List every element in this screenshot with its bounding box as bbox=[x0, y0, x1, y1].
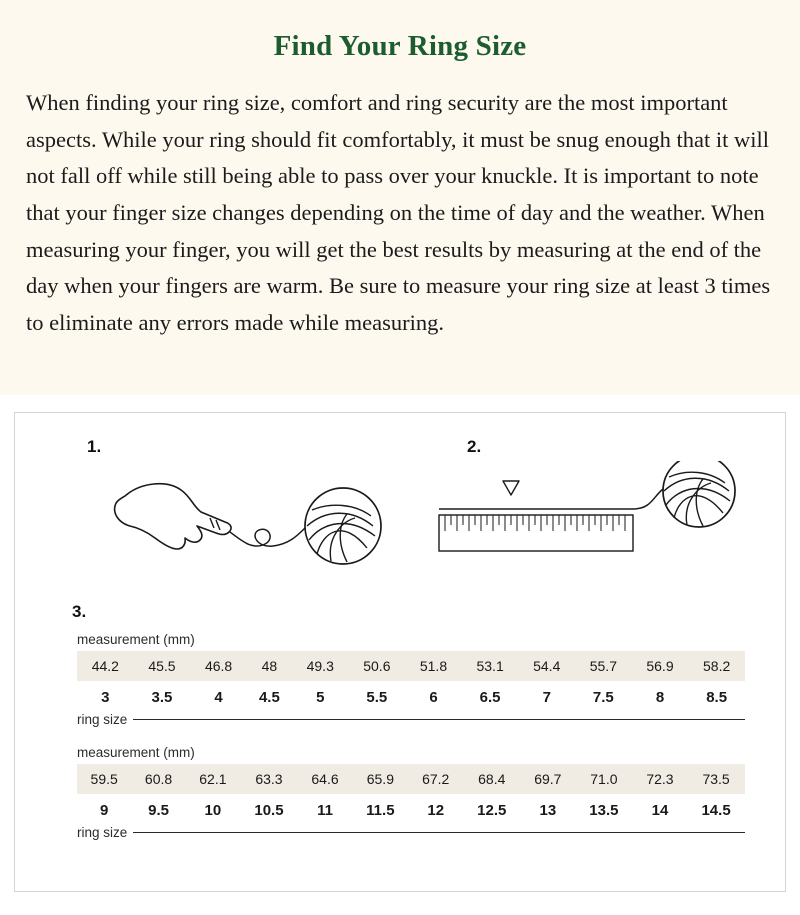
step-2-number: 2. bbox=[467, 437, 482, 456]
table-cell: 6 bbox=[429, 689, 438, 706]
page-title: Find Your Ring Size bbox=[273, 30, 527, 62]
ruler-and-string-illustration bbox=[437, 461, 757, 596]
table-2-row-label-wrap bbox=[77, 823, 745, 840]
size-table-1 bbox=[77, 651, 745, 710]
step-1-block bbox=[37, 431, 427, 596]
table-cell: 68.4 bbox=[463, 764, 521, 794]
table-cell: 8 bbox=[655, 689, 665, 706]
table-cell: 64.6 bbox=[298, 764, 352, 794]
size-table-2-block bbox=[37, 745, 763, 840]
table-cell: 4.5 bbox=[258, 689, 280, 706]
table-cell: 11.5 bbox=[366, 802, 395, 819]
table-row bbox=[77, 651, 745, 681]
table-cell: 50.6 bbox=[349, 651, 406, 681]
table-cell: 72.3 bbox=[633, 764, 687, 794]
table-cell: 14.5 bbox=[701, 802, 731, 819]
step-2-block bbox=[427, 431, 763, 596]
intro-panel bbox=[0, 0, 800, 395]
table-cell: 71.0 bbox=[575, 764, 633, 794]
table-cell: 7 bbox=[542, 689, 551, 706]
table-2-caption: measurement (mm) bbox=[77, 745, 195, 760]
table-cell: 3.5 bbox=[151, 689, 173, 706]
size-table-1-block bbox=[37, 632, 763, 727]
table-row bbox=[77, 681, 745, 710]
table-1-row-label: ring size bbox=[77, 712, 128, 727]
table-cell: 56.9 bbox=[632, 651, 689, 681]
table-cell: 3 bbox=[101, 689, 110, 706]
table-cell: 48 bbox=[247, 651, 292, 681]
table-cell: 4 bbox=[214, 689, 223, 706]
table-cell: 14 bbox=[651, 802, 669, 819]
illustration-row bbox=[37, 431, 763, 596]
table-cell: 10 bbox=[204, 802, 222, 819]
steps-panel bbox=[14, 412, 786, 892]
table-cell: 5 bbox=[316, 689, 325, 706]
table-cell: 65.9 bbox=[352, 764, 408, 794]
table-cell: 44.2 bbox=[77, 651, 134, 681]
table-cell: 11 bbox=[317, 802, 333, 819]
table-cell: 46.8 bbox=[190, 651, 247, 681]
table-cell: 58.2 bbox=[688, 651, 745, 681]
table-1-caption: measurement (mm) bbox=[77, 632, 195, 647]
table-cell: 10.5 bbox=[254, 802, 284, 819]
table-cell: 62.1 bbox=[186, 764, 240, 794]
table-cell: 13 bbox=[539, 802, 557, 819]
table-cell: 59.5 bbox=[77, 764, 131, 794]
table-cell: 13.5 bbox=[589, 802, 619, 819]
table-cell: 49.3 bbox=[292, 651, 349, 681]
hand-and-string-illustration bbox=[97, 466, 397, 591]
table-cell: 53.1 bbox=[462, 651, 519, 681]
table-cell: 67.2 bbox=[409, 764, 463, 794]
table-cell: 45.5 bbox=[134, 651, 191, 681]
table-cell: 9 bbox=[100, 802, 109, 819]
table-row bbox=[77, 764, 745, 794]
table-cell: 8.5 bbox=[706, 689, 728, 706]
table-cell: 9.5 bbox=[148, 802, 169, 819]
size-table-2 bbox=[77, 764, 745, 823]
table-cell: 69.7 bbox=[521, 764, 575, 794]
table-cell: 55.7 bbox=[575, 651, 632, 681]
table-1-row-label-wrap bbox=[77, 710, 745, 727]
divider-line bbox=[133, 832, 745, 833]
table-cell: 54.4 bbox=[518, 651, 575, 681]
table-cell: 51.8 bbox=[405, 651, 462, 681]
table-cell: 12 bbox=[427, 802, 445, 819]
table-cell: 6.5 bbox=[479, 689, 501, 706]
table-cell: 5.5 bbox=[366, 689, 388, 706]
table-2-row-label: ring size bbox=[77, 825, 128, 840]
step-3-number: 3. bbox=[72, 602, 87, 621]
table-cell: 60.8 bbox=[131, 764, 185, 794]
intro-paragraph: When finding your ring size, comfort and ring security are the most important aspects. While your ring should fit comfortably, it must be snug enough that it will not fall off while still being able to pass over your knuckle. It is important to note that your finger size changes depending on the time of day and the weather. When measuring your finger, you will get the best results by measuring at the end of the day when your fingers are warm. Be sure to measure your ring size at least 3 times to eliminate any errors made while measuring. bbox=[26, 90, 771, 336]
table-row bbox=[77, 794, 745, 823]
table-cell: 63.3 bbox=[240, 764, 298, 794]
table-cell: 7.5 bbox=[592, 689, 614, 706]
table-cell: 12.5 bbox=[477, 802, 507, 819]
step-1-number: 1. bbox=[87, 437, 102, 456]
table-cell: 73.5 bbox=[687, 764, 745, 794]
divider-line bbox=[133, 719, 745, 720]
